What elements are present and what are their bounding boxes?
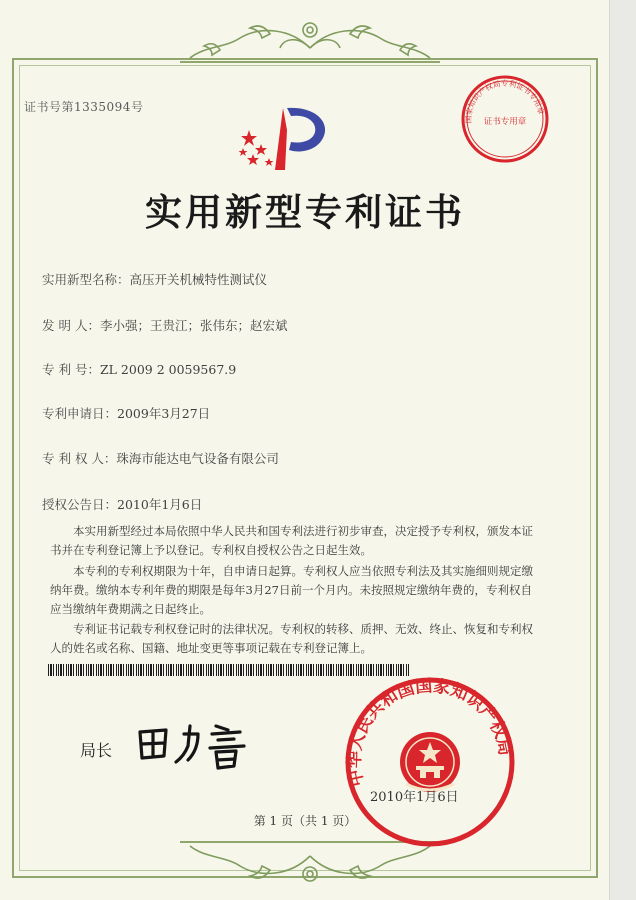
director-signature [132, 716, 262, 776]
small-seal-center-text: 证书专用章 [483, 117, 527, 127]
certificate-seal-small [458, 72, 552, 166]
scan-margin [609, 0, 636, 900]
body-paragraph: 专利证书记载专利权登记时的法律状况。专利权的转移、质押、无效、终止、恢复和专利权人的姓名或名称、国籍、地址变更等事项记载在专利登记簿上。 [50, 622, 533, 655]
field-label: 专 利 号： [42, 362, 100, 377]
field-patentee [42, 449, 279, 467]
field-utility-model-name [42, 270, 267, 288]
page-number: 第 1 页（共 1 页） [253, 814, 357, 828]
field-value: 李小强；王贵江；张伟东；赵宏斌 [99, 318, 288, 333]
national-emblem-icon [400, 732, 460, 792]
field-label: 专 利 权 人： [42, 451, 117, 466]
director-label: 局长 [80, 741, 113, 760]
patent-office-logo-icon [235, 100, 335, 178]
field-inventor [42, 316, 287, 334]
field-label: 实用新型名称： [42, 272, 130, 287]
issue-date: 2010年1月6日 [370, 790, 459, 805]
top-ornament [180, 8, 440, 70]
field-grant-date [42, 495, 202, 513]
field-label: 发 明 人： [42, 318, 100, 333]
certificate-number: 证书号第1335094号 [24, 100, 144, 114]
field-label: 授权公告日： [42, 497, 118, 512]
body-paragraph: 本实用新型经过本局依照中华人民共和国专利法进行初步审查，决定授予专利权，颁发本证书并在专利登记簿上予以登记。专利权自授权公告之日起生效。 [50, 524, 533, 557]
field-value: 高压开关机械特性测试仪 [129, 272, 268, 287]
field-value: 珠海市能达电气设备有限公司 [116, 451, 279, 466]
small-seal-ring-text: 国家知识产权局专利证书专用章 [463, 78, 546, 124]
certificate-title: 实用新型专利证书 [145, 190, 465, 234]
field-filing-date [42, 404, 210, 422]
field-label: 专利申请日： [42, 406, 118, 421]
field-patent-number [42, 360, 236, 378]
field-value: 2010年1月6日 [117, 497, 203, 512]
field-value: ZL 2009 2 0059567.9 [99, 362, 237, 377]
body-paragraph: 本专利的专利权期限为十年，自申请日起算。专利权人应当依照专利法及其实施细则规定缴纳年费。缴纳本专利年费的期限是每年3月27日前一个月内。未按照规定缴纳年费的，专利权自应当缴纳年费期满之日起终止。 [50, 564, 533, 616]
field-value: 2009年3月27日 [117, 406, 211, 421]
large-seal-ring-text: 中华人民共和国国家知识产权局 [344, 676, 516, 789]
